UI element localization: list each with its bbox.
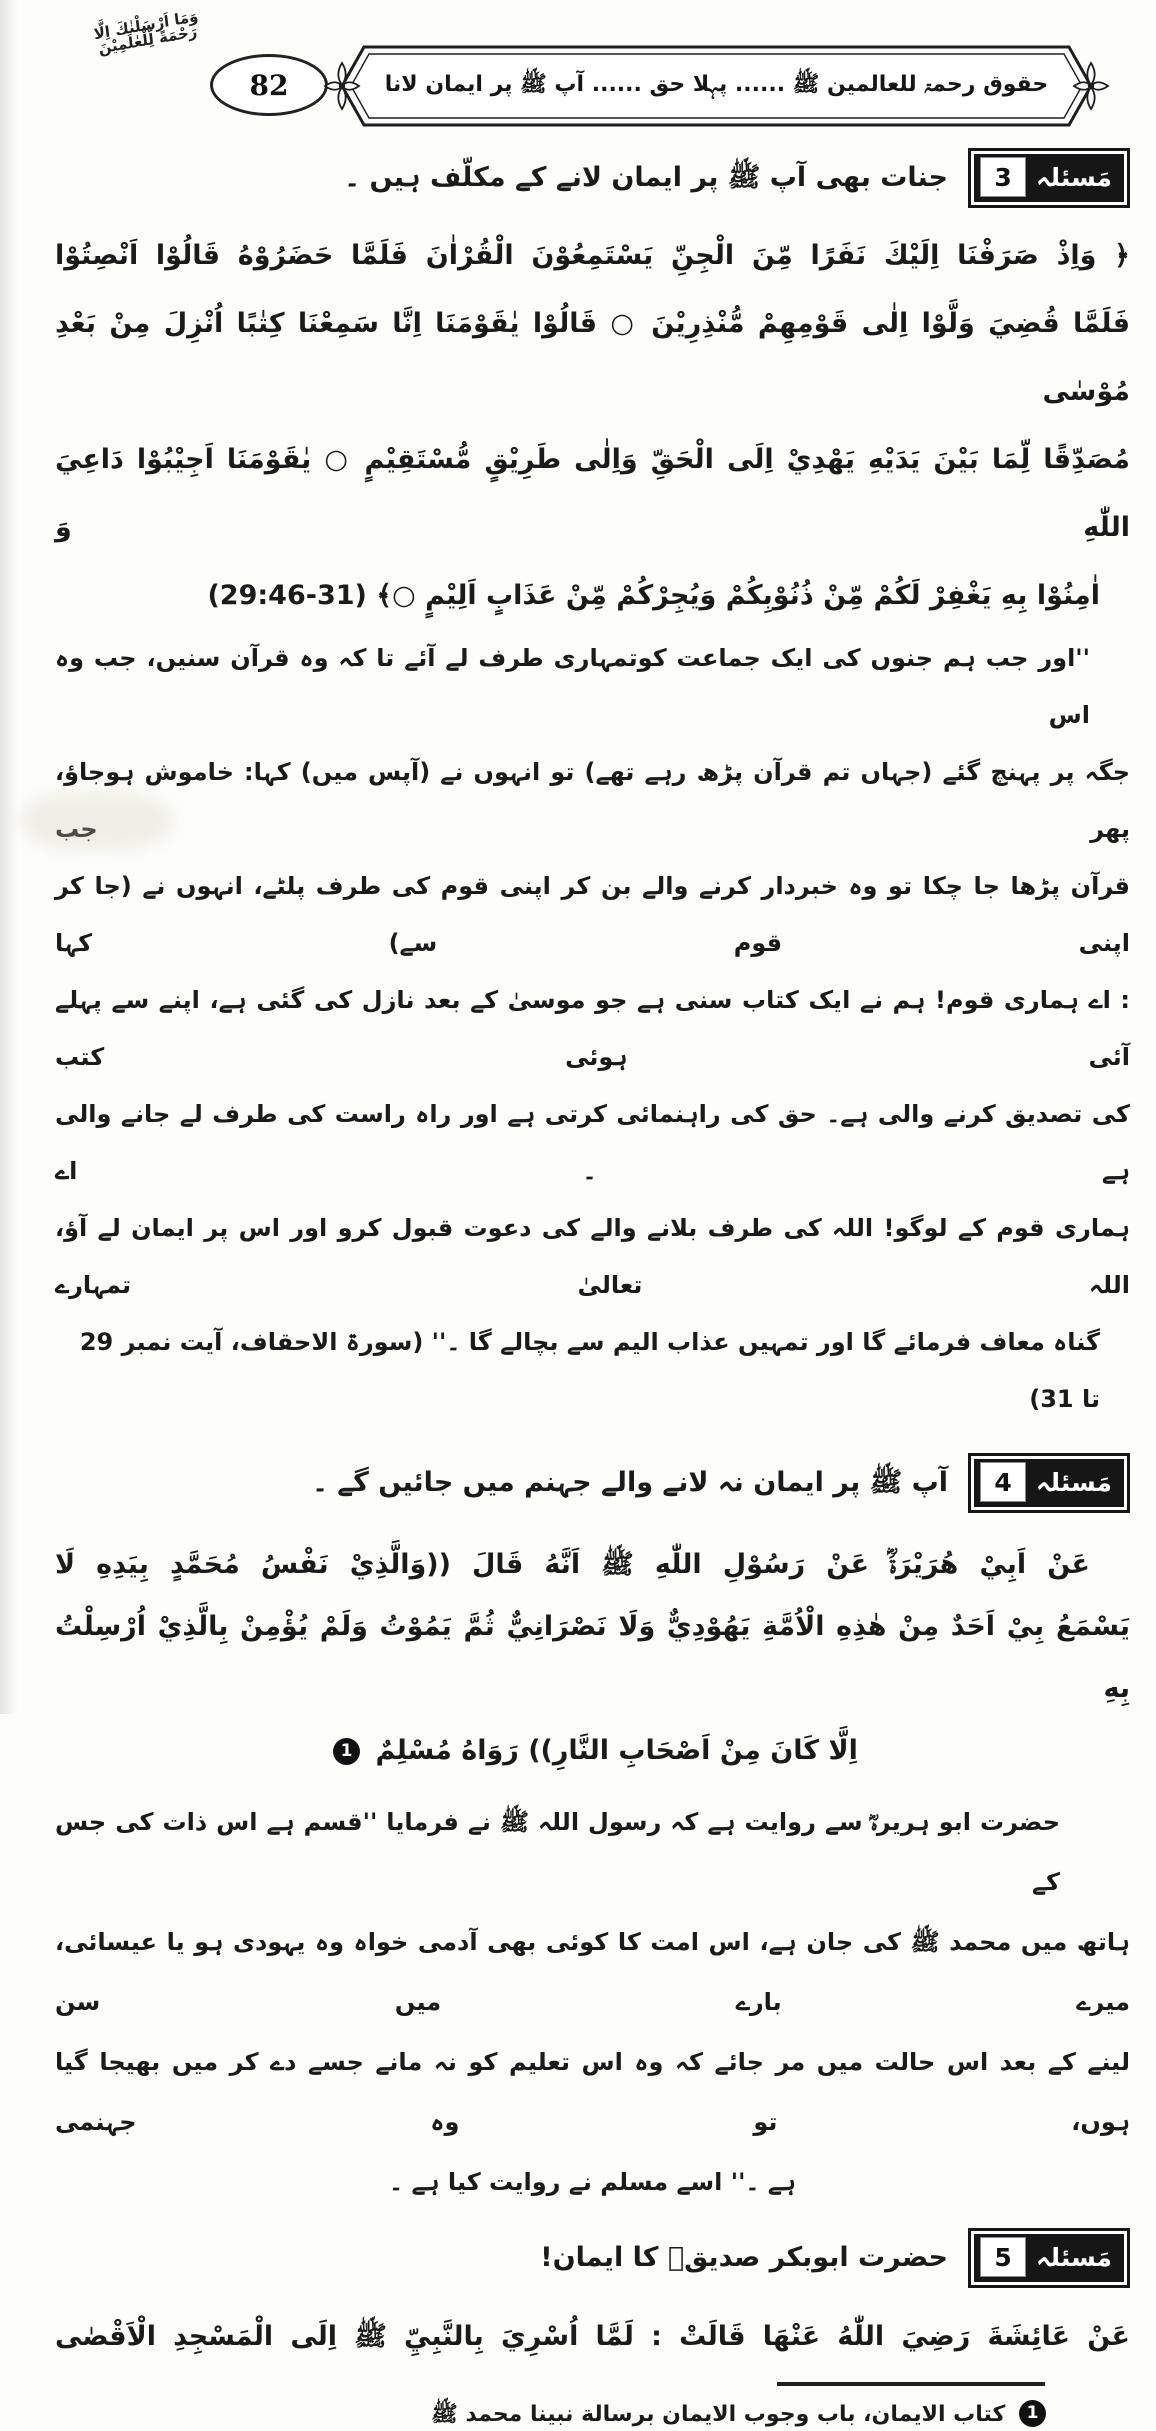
masala-5-badge [968,2228,1130,2288]
translation-line: حضرت ابو ہریرہؓ سے روایت ہے کہ رسول اللہ ﷺ نے فرمایا ''قسم ہے اس ذات کی جس کے [55,1808,1060,1896]
translation-line: ہماری قوم کے لوگو! اللہ کی طرف بلانے والے کی دعوت قبول کرو اور اس پر ایمان لے آؤ، اللہ تعالیٰ تمہارے [55,1214,1130,1299]
translation-line-with-reference: گناہ معاف فرمائے گا اور تمہیں عذاب الیم سے بچالے گا ۔'' (سورۃ الاحقاف، آیت نمبر 29 تا 31) [79,1328,1100,1413]
quran-line: فَلَمَّا قُضِيَ وَلَّوْا اِلٰى قَوْمِهِمْ مُّنْذِرِيْنَ ○ قَالُوْا يٰقَوْمَنَا اِنَّا سَمِعْنَا كِتٰبًا اُنْزِلَ مِنْ بَعْدِ مُوْسٰى [55,308,1130,407]
quran-line: مُصَدِّقًا لِّمَا بَيْنَ يَدَيْهِ يَهْدِيْ اِلَى الْحَقِّ وَاِلٰى طَرِيْقٍ مُّسْتَقِيْمٍ ○ يٰقَوْمَنَا اَجِيْبُوْا دَاعِيَ اللّٰهِ وَ [55,444,1130,543]
scan-edge-shadow [0,0,18,1714]
page-header [55,6,1130,140]
footnote-text: كتاب الايمان، باب وجوب الايمان برسالة نبينا محمد ﷺ [431,2402,1006,2427]
masala-3-heading: جنات بھی آپ ﷺ پر ایمان لانے کے مکلّف ہیں ۔ [344,161,949,193]
masala-5-heading: حضرت ابوبکر صدیقؓ کا ایمان! [540,2241,949,2273]
quran-line: اٰمِنُوْا بِهِ يَغْفِرْ لَكُمْ مِّنْ ذُنُوْبِكُمْ وَيُجِرْكُمْ مِّنْ عَذَابٍ اَلِيْمٍ ○﴾ (31-29:46) [207,580,1100,611]
footnote [55,2398,1130,2431]
translation-line: کی تصدیق کرنے والی ہے۔ حق کی راہنمائی کرتی ہے اور راہ راست کی طرف لے جانے والی ہے ۔ اے [55,1100,1130,1185]
masala-3-row [150,146,1130,210]
masala-4-badge [968,1453,1130,1513]
masala-badge-number: 3 [980,157,1026,197]
masala-badge-label: مَسئلہ [1036,162,1112,192]
masala-badge-label: مَسئلہ [1036,2242,1112,2272]
translation-line: قرآن پڑھا جا چکا تو وہ خبردار کرنے والے بن کر اپنی قوم کی طرف پلٹے، انہوں نے (جا کر اپنی قوم سے) کہا [55,872,1130,957]
banner-title: حقوق رحمۃ للعالمین ﷺ ...... پہلا حق ...... آپ ﷺ پر ایمان لانا [384,72,1049,97]
page-number: 82 [249,68,289,102]
footnote-marker-icon: 1 [333,1738,360,1765]
masala-3-badge [968,148,1130,208]
masala-badge-number: 5 [980,2237,1026,2277]
footnote-divider [777,2382,1045,2386]
chapter-banner [338,42,1095,130]
translation-line: ہاتھ میں محمد ﷺ کی جان ہے، اس امت کا کوئی بھی آدمی خواہ وہ یہودی ہو یا عیسائی، میرے بارے میں سن [55,1928,1130,2016]
hadith-line: عَنْ اَبِيْ هُرَيْرَةَؓ عَنْ رَسُوْلِ اللّٰهِ ﷺ اَنَّهُ قَالَ ((وَالَّذِيْ نَفْسُ مُحَمَّدٍ بِيَدِهِ لَا [55,1549,1090,1580]
hadith-translation [55,1792,1130,2212]
masala-badge-number: 4 [980,1462,1026,1502]
masala-5-row [150,2226,1130,2290]
masala-badge-label: مَسئلہ [1036,1467,1112,1497]
translation-line: لینے کے بعد اس حالت میں مر جائے کہ وہ اس تعلیم کو نہ مانے جسے دے کر میں بھیجا گیا ہوں، تو وہ جہنمی [55,2048,1130,2136]
masala-4-heading: آپ ﷺ پر ایمان نہ لانے والے جہنم میں جائیں گے ۔ [312,1466,949,1498]
quran-quote [55,222,1130,630]
calligraphy-stamp: وَمَا اَرْسَلْنٰكَ اِلَّا رَحْمَةً لِّلْعٰلَمِيْنَ [92,6,200,58]
translation-line: جگہ پر پہنچ گئے (جہاں تم قرآن پڑھ رہے تھے) تو انہوں نے (آپس میں) کہا: خاموش ہوجاؤ، پھر جب [55,758,1130,843]
footnote-marker-icon: 1 [1019,2400,1046,2427]
hadith-line: يَسْمَعُ بِيْ اَحَدٌ مِنْ هٰذِهِ الْاُمَّةِ يَهُوْدِيٌّ وَلَا نَصْرَانِيٌّ ثُمَّ يَمُوْتُ وَلَمْ يُؤْمِنْ بِالَّذِيْ اُرْسِلْتُ بِهِ [55,1611,1130,1704]
hadith-text [55,1534,1130,1782]
page-number-oval [210,54,328,116]
quran-translation [55,630,1130,1428]
hadith-line-text: اِلَّا كَانَ مِنْ اَصْحَابِ النَّارِ)) رَوَاهُ مُسْلِمٌ [375,1735,858,1766]
translation-line: : اے ہماری قوم! ہم نے ایک کتاب سنی ہے جو موسیٰ کے بعد نازل کی گئی ہے، اپنے سے پہلے آئی ہوئی کتب [55,986,1130,1071]
translation-line: ہے ۔'' اسے مسلم نے روایت کیا ہے ۔ [389,2168,796,2196]
quran-line: ﴿ وَاِذْ صَرَفْنَا اِلَيْكَ نَفَرًا مِّنَ الْجِنِّ يَسْتَمِعُوْنَ الْقُرْاٰنَ فَلَمَّا حَضَرُوْهُ قَالُوْا اَنْصِتُوْا [55,240,1130,271]
hadith-2-line: عَنْ عَائِشَةَ رَضِيَ اللّٰهُ عَنْهَا قَالَتْ : لَمَّا اُسْرِيَ بِالنَّبِيِّ ﷺ اِلَى الْمَسْجِدِ الْاَقْصٰى [55,2321,1130,2352]
hadith-line [55,1720,1130,1782]
translation-line: ''اور جب ہم جنوں کی ایک جماعت کوتمہاری طرف لے آئے تا کہ وہ قرآن سنیں، جب وہ اس [55,644,1090,729]
masala-4-row [150,1450,1130,1516]
